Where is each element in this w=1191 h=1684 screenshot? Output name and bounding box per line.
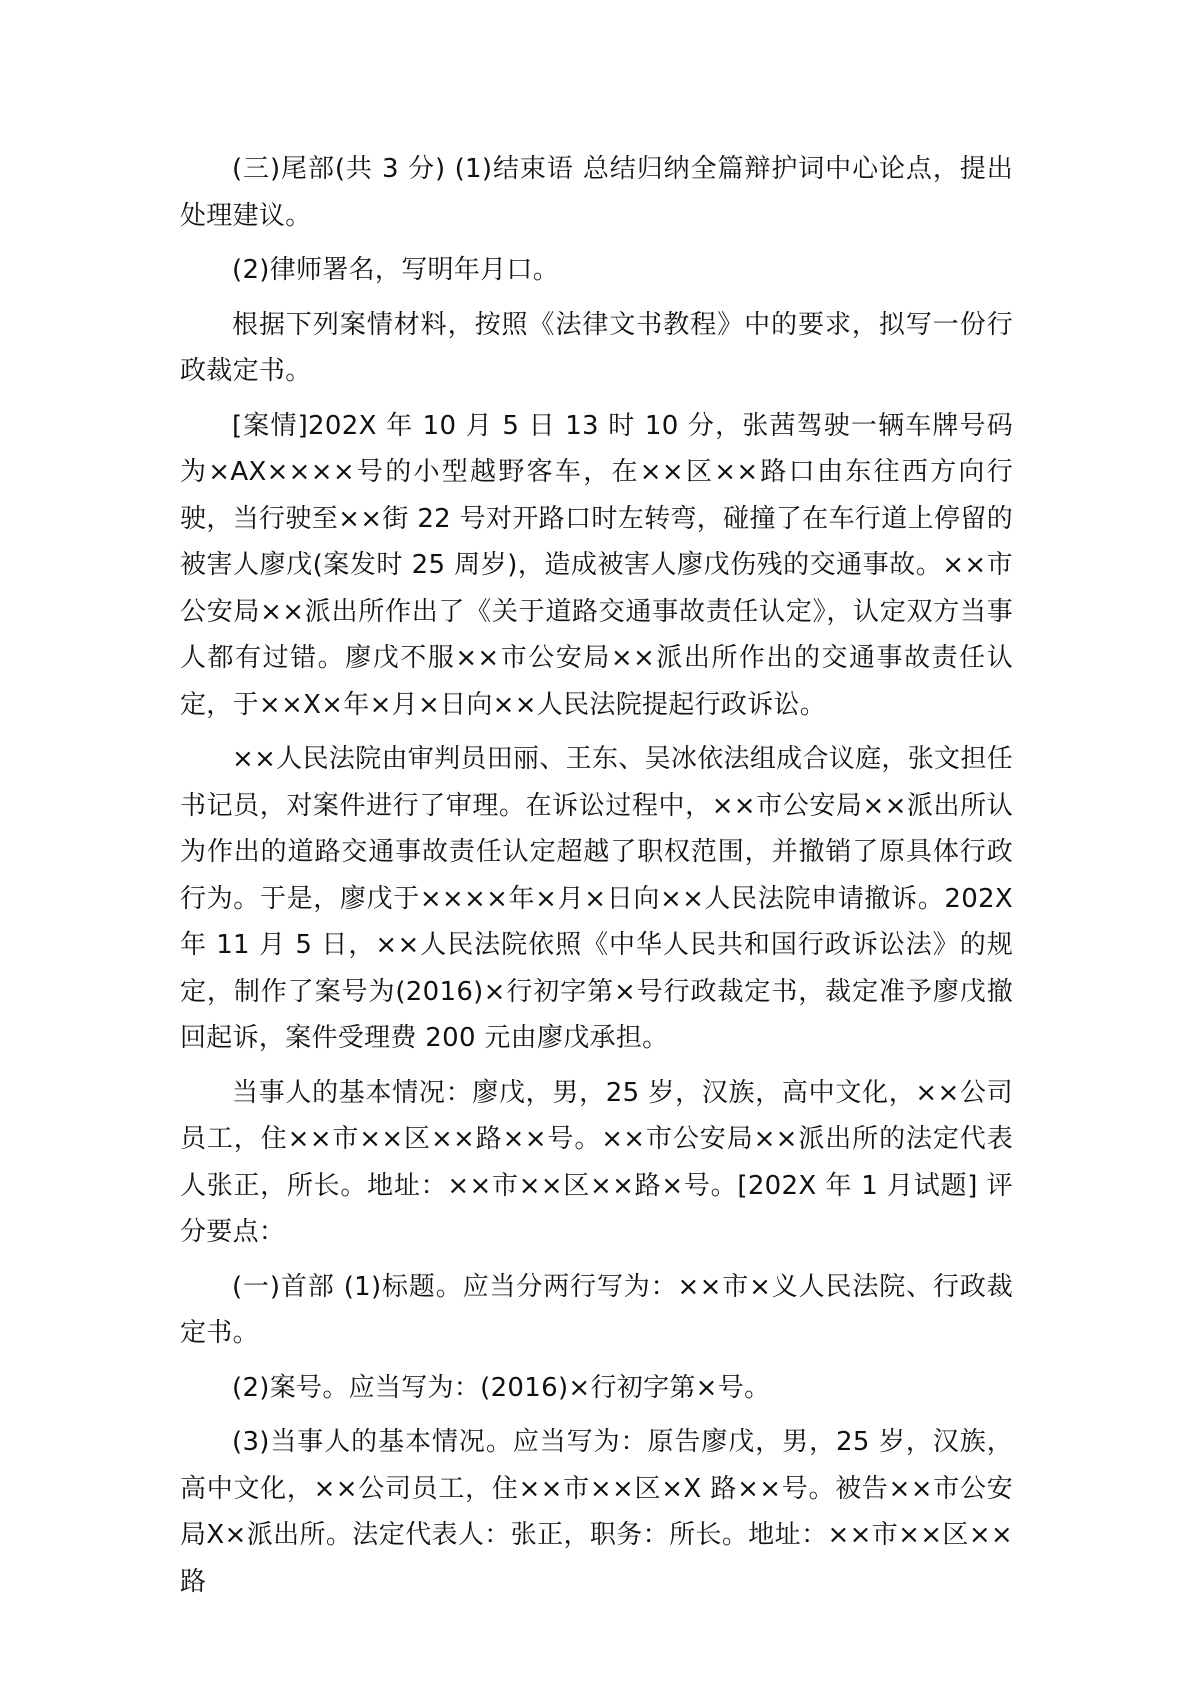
paragraph-task-instruction: 根据下列案情材料，按照《法律文书教程》中的要求，拟写一份行政裁定书。 xyxy=(180,309,1013,386)
document-page xyxy=(180,146,1013,1613)
paragraph-court-proceedings: ××人民法院由审判员田丽、王东、吴冰依法组成合议庭，张文担任书记员，对案件进行了审理。在诉讼过程中，××市公安局××派出所认为作出的道路交通事故责任认定超越了职权范围，并撤销了原具体行政行为。于是，廖戊于××××年×月×日向××人民法院申请撤诉。202X 年 11 月 5 日，××人民法院依照《中华人民共和国行政诉讼法》的规定，制作了案号为(2016)×行初字第×号行政裁定书，裁定准予廖戊撤回起诉，案件受理费 200 元由廖戊承担。 xyxy=(180,744,1013,1053)
paragraph-lawyer-signature: (2)律师署名，写明年月口。 xyxy=(232,255,560,285)
paragraph-case-number: (2)案号。应当写为：(2016)×行初字第×号。 xyxy=(232,1372,771,1403)
paragraph-header-title: (一)首部 (1)标题。应当分两行写为：××市×义人民法院、行政裁定书。 xyxy=(180,1271,1013,1348)
paragraph-closing-section: (三)尾部(共 3 分) (1)结束语 总结归纳全篇辩护词中心论点，提出处理建议。 xyxy=(180,154,1013,231)
paragraph-parties-info: 当事人的基本情况：廖戊，男，25 岁，汉族，高中文化，××公司员工，住××市××区××路××号。××市公安局××派出所的法定代表人张正，所长。地址：××市××区××路×号。[202X 年 1 月试题] 评分要点： xyxy=(180,1077,1013,1247)
paragraph-case-facts: [案情]202X 年 10 月 5 日 13 时 10 分，张茜驾驶一辆车牌号码为×AX××××号的小型越野客车，在××区××路口由东往西方向行驶，当行驶至××街 22 号对开路口时左转弯，碰撞了在车行道上停留的被害人廖戊(案发时 25 周岁)，造成被害人廖戊伤残的交通事故。××市公安局××派出所作出了《关于道路交通事故责任认定》，认定双方当事人都有过错。廖戊不服××市公安局××派出所作出的交通事故责任认定，于××X×年×月×日向××人民法院提起行政诉讼。 xyxy=(180,410,1013,720)
paragraph-parties-format: (3)当事人的基本情况。应当写为：原告廖戊，男，25 岁，汉族，高中文化，××公司员工，住××市××区×X 路××号。被告××市公安局X×派出所。法定代表人：张正，职务：所长。地址：××市××区××路 xyxy=(180,1427,1013,1597)
